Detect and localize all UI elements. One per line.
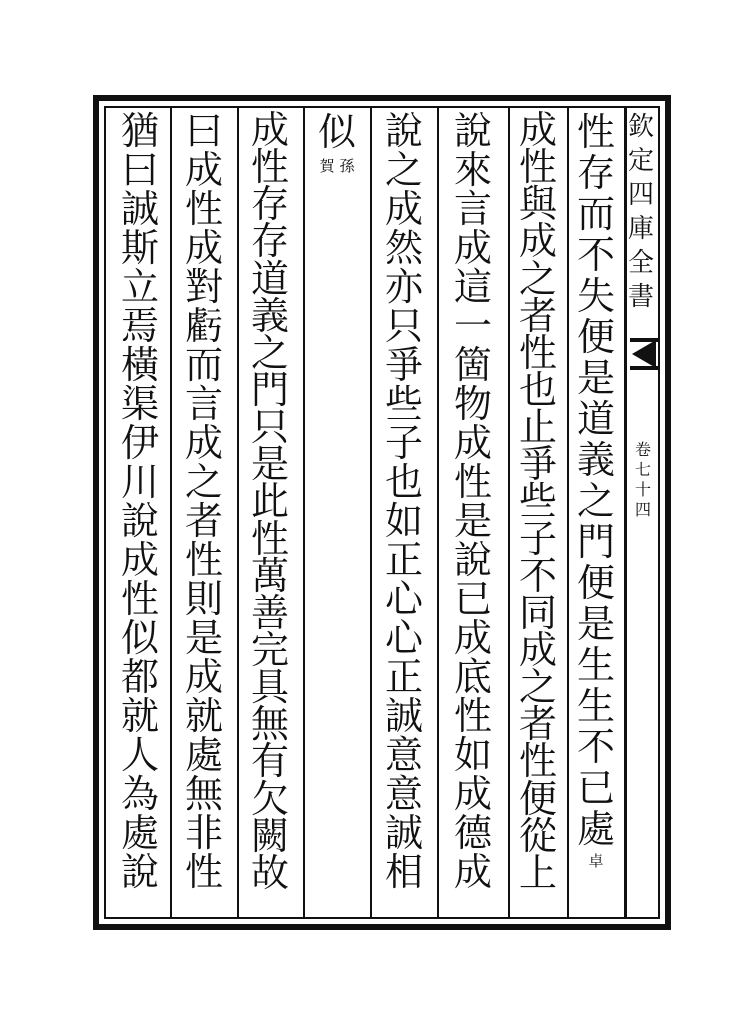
text-char: 存: [250, 219, 289, 264]
annotation-char: 孫: [339, 157, 355, 175]
text-char: 者: [518, 702, 557, 747]
text-char: 意: [384, 733, 423, 777]
text-char: 生: [576, 643, 615, 687]
text-char: 言: [453, 187, 492, 231]
text-char: 不: [576, 233, 615, 277]
text-char: 人: [120, 733, 159, 777]
text-char: 來: [453, 148, 492, 192]
text-column: [450, 109, 496, 912]
text-char: 性: [120, 577, 159, 621]
margin-title-char: 全: [627, 248, 654, 278]
text-char: 就: [120, 694, 159, 738]
text-column: [573, 112, 619, 912]
text-column: [247, 108, 293, 912]
text-column: [515, 108, 561, 912]
text-char: 義: [250, 293, 289, 338]
annotation-char: 賀: [319, 157, 335, 175]
volume-char: 七: [634, 460, 651, 479]
text-char: 說: [384, 109, 423, 153]
volume-char: 十: [634, 480, 651, 499]
text-char: 似: [317, 110, 356, 154]
annotation-note: [586, 852, 606, 870]
annotation-char: 卓: [588, 852, 604, 870]
text-char: 成: [453, 226, 492, 270]
column-divider: [303, 106, 305, 919]
text-char: 處: [184, 733, 223, 777]
text-char: 都: [120, 655, 159, 699]
text-char: 成: [518, 219, 557, 264]
text-char: 正: [384, 538, 423, 582]
margin-title: [626, 110, 656, 314]
text-char: 之: [576, 479, 615, 523]
text-char: 從: [518, 813, 557, 858]
text-char: 上: [518, 850, 557, 895]
text-column: [314, 112, 360, 912]
margin-title-char: 四: [627, 180, 654, 210]
column-divider: [508, 106, 510, 919]
text-char: 伊: [120, 421, 159, 465]
fish-tail-mark: [632, 340, 656, 368]
text-char: 亦: [384, 265, 423, 309]
text-char: 萬: [250, 553, 289, 598]
text-char: 成: [384, 187, 423, 231]
text-char: 之: [250, 330, 289, 375]
text-char: 便: [576, 315, 615, 359]
text-char: 之: [518, 665, 557, 710]
text-char: 者: [184, 499, 223, 543]
text-char: 無: [184, 772, 223, 816]
text-char: 無: [250, 702, 289, 747]
fish-tail-bar: [630, 366, 660, 370]
text-char: 成: [120, 538, 159, 582]
column-divider: [370, 106, 372, 919]
text-char: 成: [453, 772, 492, 816]
text-char: 說: [453, 538, 492, 582]
text-char: 誠: [384, 811, 423, 855]
text-char: 為: [120, 772, 159, 816]
text-char: 欠: [250, 776, 289, 821]
text-char: 說: [120, 850, 159, 894]
text-char: 與: [518, 182, 557, 227]
text-char: 成: [518, 108, 557, 152]
text-char: 性: [518, 145, 557, 190]
text-char: 成: [184, 226, 223, 270]
text-column: [381, 109, 427, 912]
text-char: 成: [250, 108, 289, 152]
text-char: 是: [576, 356, 615, 400]
text-char: 對: [184, 265, 223, 309]
text-char: 說: [453, 109, 492, 153]
text-char: 似: [120, 616, 159, 660]
text-char: 斯: [120, 226, 159, 270]
text-char: 然: [384, 226, 423, 270]
text-char: 此: [250, 479, 289, 524]
text-char: 這: [453, 265, 492, 309]
text-char: 是: [576, 602, 615, 646]
text-char: 成: [453, 421, 492, 465]
text-char: 之: [384, 148, 423, 192]
column-divider: [437, 106, 439, 919]
volume-char: 四: [634, 500, 651, 519]
text-char: 不: [576, 725, 615, 769]
text-char: 焉: [120, 304, 159, 348]
text-column: [181, 109, 227, 912]
text-char: 性: [184, 187, 223, 231]
text-char: 橫: [120, 343, 159, 387]
text-char: 不: [518, 553, 557, 598]
text-char: 有: [250, 739, 289, 784]
text-char: 成: [518, 627, 557, 672]
text-char: 之: [184, 460, 223, 504]
text-char: 只: [384, 304, 423, 348]
text-char: 具: [250, 665, 289, 710]
text-char: 心: [384, 577, 423, 621]
text-char: 性: [250, 516, 289, 561]
text-char: 川: [120, 460, 159, 504]
text-char: 失: [576, 274, 615, 318]
text-char: 誠: [120, 187, 159, 231]
text-char: 善: [250, 590, 289, 635]
text-char: 便: [576, 561, 615, 605]
text-char: 處: [120, 811, 159, 855]
text-char: 闕: [250, 813, 289, 858]
text-char: 處: [576, 807, 615, 851]
text-char: 就: [184, 694, 223, 738]
text-char: 如: [453, 733, 492, 777]
text-char: 性: [518, 739, 557, 784]
margin-title-char: 定: [627, 146, 654, 176]
text-char: 而: [576, 192, 615, 236]
text-char: 虧: [184, 304, 223, 348]
text-char: 曰: [184, 109, 223, 153]
text-char: 子: [518, 516, 557, 561]
text-char: 爭: [518, 442, 557, 487]
text-char: 是: [184, 616, 223, 660]
text-char: 道: [576, 397, 615, 441]
column-divider: [237, 106, 239, 919]
text-char: 渠: [120, 382, 159, 426]
text-char: 箇: [453, 343, 492, 387]
text-char: 性: [576, 110, 615, 154]
text-char: 已: [576, 766, 615, 810]
text-char: 也: [518, 367, 557, 412]
text-char: 正: [384, 655, 423, 699]
text-char: 也: [384, 460, 423, 504]
text-char: 是: [453, 499, 492, 543]
margin-title-char: 欽: [627, 112, 654, 142]
text-char: 成: [184, 148, 223, 192]
text-char: 性: [453, 694, 492, 738]
text-char: 者: [518, 293, 557, 338]
text-char: 相: [384, 850, 423, 894]
text-char: 猶: [120, 109, 159, 153]
text-char: 存: [250, 182, 289, 227]
text-char: 誠: [384, 694, 423, 738]
text-char: 些: [384, 382, 423, 426]
text-char: 則: [184, 577, 223, 621]
text-char: 性: [518, 330, 557, 375]
margin-title-char: 書: [627, 282, 654, 312]
text-char: 道: [250, 256, 289, 301]
text-char: 些: [518, 479, 557, 524]
column-divider: [567, 106, 569, 919]
text-char: 性: [453, 460, 492, 504]
text-char: 物: [453, 382, 492, 426]
text-char: 底: [453, 655, 492, 699]
volume-number: [631, 440, 655, 520]
text-char: 如: [384, 499, 423, 543]
text-char: 非: [184, 811, 223, 855]
text-char: 故: [250, 850, 289, 895]
column-divider: [170, 106, 172, 919]
text-column: [117, 109, 163, 912]
text-char: 言: [184, 382, 223, 426]
margin-title-char: 庫: [627, 214, 654, 244]
text-char: 曰: [120, 148, 159, 192]
text-char: 存: [576, 151, 615, 195]
text-char: 門: [250, 367, 289, 412]
text-char: 止: [518, 405, 557, 450]
text-char: 成: [453, 616, 492, 660]
text-char: 成: [184, 655, 223, 699]
text-char: 性: [184, 850, 223, 894]
text-char: 已: [453, 577, 492, 621]
text-char: 立: [120, 265, 159, 309]
text-char: 一: [453, 304, 492, 348]
text-char: 生: [576, 684, 615, 728]
text-char: 意: [384, 772, 423, 816]
text-char: 同: [518, 590, 557, 635]
text-char: 性: [184, 538, 223, 582]
volume-char: 卷: [634, 440, 651, 459]
text-char: 性: [250, 145, 289, 190]
text-char: 子: [384, 421, 423, 465]
text-char: 成: [184, 421, 223, 465]
text-char: 成: [453, 850, 492, 894]
text-char: 義: [576, 438, 615, 482]
text-char: 德: [453, 811, 492, 855]
text-char: 只: [250, 405, 289, 450]
annotation-note: [317, 157, 357, 175]
text-char: 門: [576, 520, 615, 564]
text-char: 而: [184, 343, 223, 387]
text-char: 說: [120, 499, 159, 543]
text-char: 爭: [384, 343, 423, 387]
text-char: 是: [250, 442, 289, 487]
text-char: 之: [518, 256, 557, 301]
text-char: 完: [250, 627, 289, 672]
text-char: 便: [518, 776, 557, 821]
text-char: 心: [384, 616, 423, 660]
